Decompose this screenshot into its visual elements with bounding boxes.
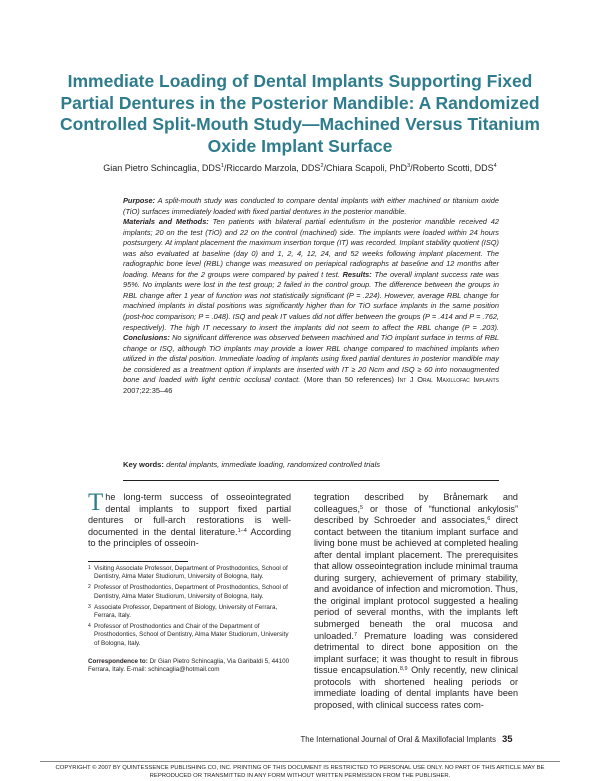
keywords [123, 460, 499, 470]
footnote-divider [88, 561, 188, 562]
footnote-text: Professor of Prosthodontics and Chair of the Department of Prosthodontics, School of Dentistry, Alma Mater Studiorum, University of Bologna, Italy. [94, 623, 289, 647]
conclusions-label: Conclusions: [123, 333, 170, 343]
citation-sup: 6 [487, 516, 491, 523]
author-affiliation-sup: 2 [320, 163, 324, 169]
body-text: Only recently, new clinical protocols with shortened healing periods or immediate loading of dental implants have been proposed, with clinical success rates com- [314, 665, 518, 710]
results-label: Results: [342, 269, 372, 279]
author-name: Chiara Scapoli, PhD [326, 163, 408, 173]
footnote-text: Professor of Prosthodontics, Department of Prosthodontics, School of Dentistry, Alma Mater Studiorum, University of Bologna, Italy. [94, 584, 288, 600]
citation-sup: 8,9 [399, 666, 408, 673]
intro-text-tail: According to the principles of osseoin- [88, 526, 291, 549]
footnote-number: 3 [88, 603, 91, 610]
section-divider [123, 480, 499, 481]
footnote [88, 623, 291, 648]
keywords-text: dental implants, immediate loading, randomized controlled trials [166, 460, 381, 469]
correspondence-text: Dr Gian Pietro Schincaglia, Via Garibaldi 5, 44100 Ferrara, Italy. E-mail: schincaglia@hotmail.com [88, 657, 290, 674]
body-text: Premature loading was considered detrimental to direct bone apposition on the implant surface; it was thought to result in fibrous tissue encapsulation. [314, 630, 518, 676]
body-text: tegration described by Brånemark and colleagues, [314, 492, 518, 514]
footnote [88, 584, 291, 600]
footnote-text: Associate Professor, Department of Biology, University of Ferrara, Ferrara, Italy. [94, 603, 278, 620]
correspondence-label: Correspondence to: [88, 657, 148, 665]
citation-sup: 1–4 [237, 527, 247, 534]
body-column-right [314, 492, 518, 711]
conclusions-text: No significant difference was observed between machined and TiO implant surface in terms of RBL change or ISQ, although TiO implants may provide a lower RBL change compared to machined implants when utilized in the distal position. Immediate loading of implants using fixed partial dentures in posterior mandible may be considered as a treatment option if implants are inserted with IT ≥ 20 Ncm and ISQ ≥ 60 into nonaugmented bone and loaded with light centric occlusal contact. [123, 333, 499, 385]
purpose-text: A split-mouth study was conducted to compare dental implants with either machined or titanium oxide (TiO) surfaces immediately loaded with fixed partial dentures in the posterior mandible. [123, 196, 499, 216]
intro-text: he long-term success of osseointegrated dental implants to support fixed partial dentures or full-arch restorations is well-documented in the dental literature. [88, 492, 291, 537]
running-footer-journal: The International Journal of Oral & Maxillofacial Implants [300, 735, 496, 744]
footnote-text: Visiting Associate Professor, Department of Prosthodontics, School of Dentistry, Alma Mater Studiorum, University of Bologna, Italy. [94, 565, 288, 581]
article-title: Immediate Loading of Dental Implants Supporting Fixed Partial Dentures in the Posterior Mandible: A Randomized Controlled Split-Mouth Study—Machined Versus Titanium Oxide Implant Surface [60, 71, 540, 156]
author-name: Roberto Scotti, DDS [412, 163, 494, 173]
author-affiliation-sup: 3 [407, 163, 411, 169]
body-text: or those of “functional ankylosis” described by Schroeder and associates, [314, 503, 518, 526]
methods-label: Materials and Methods: [123, 217, 209, 227]
methods-text: Ten patients with bilateral partial edentulism in the posterior mandible received 42 implants; 20 on the test (TiO) and 22 on the control (machined) side. The implants were loaded within 24 hours postsurgery. At implant placement the maximum insertion torque (IT) was recorded. Implant stability quotient (ISQ) was also evaluated at baseline (day 0) and 1, 2, 4, 12, 24, and 52 weeks following implant placement. The radiographic bone level (RBL) change was measured on periapical radiographs at baseline and 12 months after loading. Means for the 2 groups were compared by paired t test. [123, 217, 500, 279]
author-line: Gian Pietro Schincaglia, DDS$^1$/Riccardo Marzola, DDS$^2$/Chiara Scapoli, PhD$^3$/Roberto Scotti, DDS$^4$ [103, 163, 497, 173]
author-name: Gian Pietro Schincaglia, DDS [103, 163, 221, 173]
drop-cap: T [88, 489, 104, 516]
author-affiliation-sup: 1 [220, 163, 224, 169]
author-affiliation-sup: 4 [493, 163, 497, 169]
citation-sup: 5 [360, 504, 364, 511]
footnote-number: 1 [88, 565, 91, 571]
page-number: 35 [502, 734, 513, 745]
keywords-label: Key words: [123, 460, 164, 469]
footnote-number: 2 [88, 584, 91, 591]
purpose-label: Purpose: [123, 196, 156, 205]
references-note: (More than 50 references) [303, 375, 394, 385]
correspondence [88, 658, 291, 674]
author-name: Riccardo Marzola, DDS [226, 163, 321, 173]
journal-citation: Int J Oral Maxillofac Implants 2007;22:35–46 [123, 375, 499, 395]
footnote-number: 4 [88, 623, 91, 630]
copyright-notice: COPYRIGHT © 2007 BY QUINTESSENCE PUBLISHING CO, INC. PRINTING OF THIS DOCUMENT IS RESTRICTED TO PERSONAL USE ONLY. NO PART OF THIS ARTICLE MAY BE REPRODUCED OR TRANSMITTED IN ANY FORM WITHOUT WRITTEN PERMISSION FROM THE PUBLISHER. [55, 765, 545, 779]
abstract [123, 196, 499, 396]
results-text: The overall implant success rate was 95%. No implants were lost in the test group; 2 failed in the control group. The difference between the groups in RBL change after 1 year of function was not statistically significant (P = .224). However, average RBL change for machined implants in distal positions was significantly higher than for TiO surface implants in the same position (post-hoc comparison; P = .048). ISQ and peak IT values did not differ between the groups (P = .414 and P = .762, respectively). The high IT necessary to insert the implants did not seem to affect the RBL change (P = .203). [123, 269, 499, 332]
body-text: direct contact between the titanium implant surface and living bone must be achieved at completed healing after dental implant placement. The prerequisites that allow osseointegration include minimal trauma during surgery, achievement of primary stability, and avoidance of infection and micromotion. Thus, the original implant protocol suggested a healing period of several months, with the implants left submerged beneath the oral mucosa and unloaded. [314, 515, 519, 641]
body-column-left [88, 489, 291, 550]
footnotes [88, 565, 291, 674]
footer-divider [40, 761, 560, 762]
footnote [88, 565, 291, 581]
footnote [88, 604, 291, 620]
citation-sup: 7 [353, 631, 358, 638]
